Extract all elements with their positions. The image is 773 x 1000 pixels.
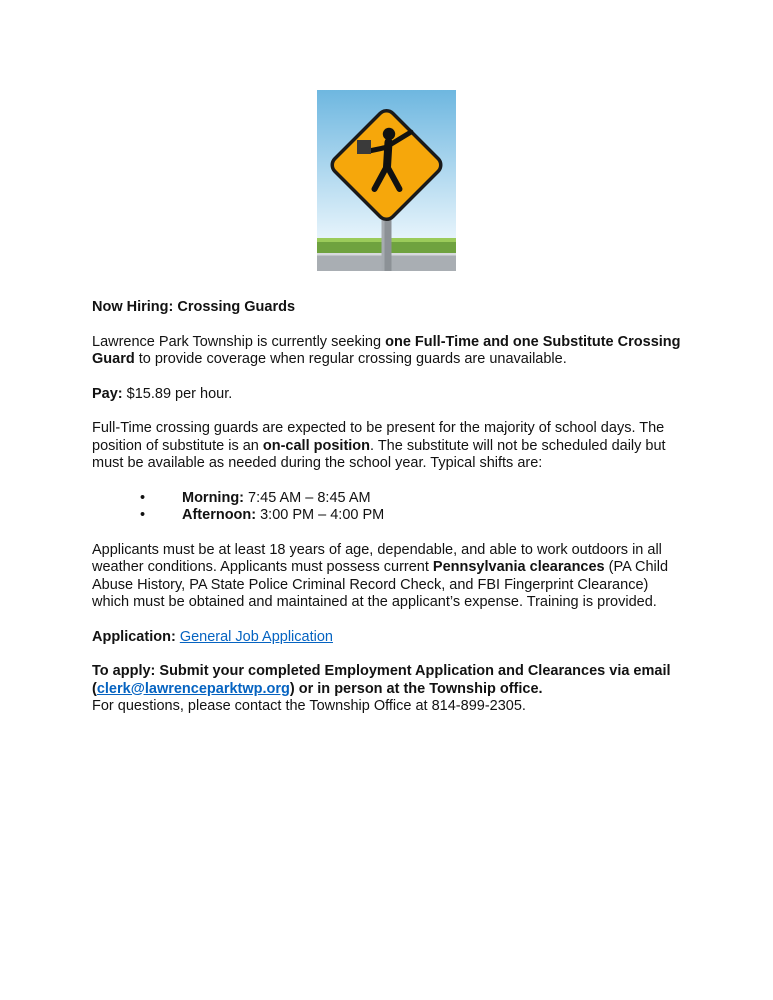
questions-line: For questions, please contact the Township Office at 814-899-2305.	[92, 698, 526, 714]
intro-bold: one Full-Time and one Substitute Crossing Guard	[92, 333, 681, 367]
shift-text	[182, 507, 384, 525]
schedule-text-end: . The substitute will not be scheduled daily but must be available as needed during the school year. Typical shifts are:	[92, 437, 666, 471]
application-paragraph	[92, 629, 681, 647]
schedule-text: Full-Time crossing guards are expected to be present for the majority of school days. The position of substitute is an	[92, 420, 665, 454]
pay-label: Pay:	[92, 385, 123, 402]
crossing-guard-sign-image	[317, 90, 456, 271]
schedule-paragraph	[92, 420, 681, 473]
application-label: Application:	[92, 628, 176, 645]
intro-text: Lawrence Park Township is currently seeking	[92, 333, 386, 350]
apply-bold-text	[92, 663, 671, 697]
shift-label: Afternoon:	[182, 507, 257, 523]
job-posting-body	[92, 299, 681, 716]
intro-paragraph	[92, 334, 681, 369]
general-job-application-link[interactable]: General Job Application	[179, 628, 333, 645]
email-link[interactable]: clerk@lawrenceparktwp.org	[96, 680, 290, 697]
shift-list	[92, 490, 681, 525]
pay-paragraph	[92, 386, 681, 404]
bullet-icon: •	[140, 507, 146, 523]
held-sign-icon	[357, 140, 371, 154]
apply-paragraph	[92, 663, 681, 716]
apply-text-after-link: ) or in person at the Township office.	[289, 680, 543, 697]
list-item-morning	[92, 490, 681, 508]
apply-text-before-link: To apply: Submit your completed Employment Application and Clearances via email (	[92, 663, 671, 697]
list-item-afternoon	[92, 507, 681, 525]
schedule-bold: on-call position	[262, 437, 371, 454]
bullet-icon: •	[140, 489, 146, 506]
requirements-text: Applicants must be at least 18 years of age, dependable, and able to work outdoors in all weather conditions. Applicants must possess current	[92, 541, 662, 575]
requirements-bold: Pennsylvania clearances	[432, 559, 605, 575]
requirements-paragraph	[92, 542, 681, 612]
pay-value: $15.89 per hour.	[122, 385, 233, 402]
shift-value: 7:45 AM – 8:45 AM	[244, 489, 371, 506]
shift-label: Morning:	[182, 489, 245, 506]
requirements-text-end: (PA Child Abuse History, PA State Police Criminal Record Check, and FBI Fingerprint Clearance) which must be obtained and maintained at the applicant’s expense. Training is provided.	[92, 559, 669, 610]
page-title: Now Hiring: Crossing Guards	[92, 299, 296, 315]
intro-text-end: to provide coverage when regular crossing guards are unavailable.	[134, 351, 567, 367]
apply-instructions	[92, 663, 681, 698]
shift-text	[182, 490, 371, 508]
shift-value: 3:00 PM – 4:00 PM	[256, 507, 385, 523]
